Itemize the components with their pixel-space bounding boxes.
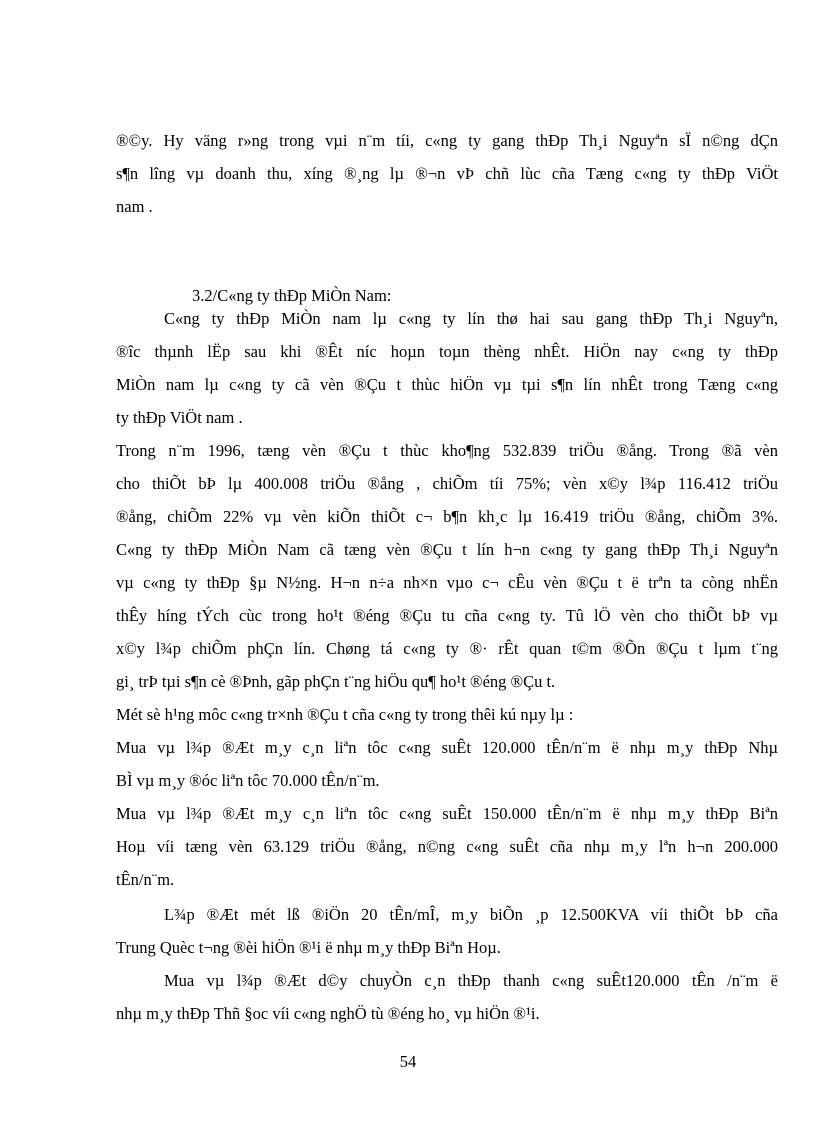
text-line: Mua vµ l¾p ®Æt d©y chuyÒn c¸n thÐp thanh c«ng suÊt120.000 tÊn /n¨m ë (164, 971, 778, 990)
text-line: C«ng ty thÐp MiÒn Nam cã tæng vèn ®Çu t lín h¬n c«ng ty gang thÐp Th¸i Nguyªn (116, 540, 778, 559)
text-line: ®îc thµnh lËp sau khi ®Êt níc hoµn toµn thèng nhÊt. HiÖn nay c«ng ty thÐp (116, 342, 778, 361)
text-line: thÊy híng tÝch cùc trong ho¹t ®éng ®Çu tu cña c«ng ty. Tû lÖ vèn cho thiÕt bÞ vµ (116, 606, 778, 625)
text-line: Trung Quèc t¬ng ®èi hiÖn ®¹i ë nhµ m¸y thÐp Biªn Hoµ. (116, 938, 501, 957)
text-line: MiÒn nam lµ c«ng ty cã vèn ®Çu t thùc hiÖn vµ tµi s¶n lín nhÊt trong Tæng c«ng (116, 375, 778, 394)
text-line: nhµ m¸y thÐp Thñ §oc víi c«ng nghÖ tù ®éng ho¸ vµ hiÖn ®¹i. (116, 1004, 540, 1023)
text-line: L¾p ®Æt mét lß ®iÖn 20 tÊn/mÎ, m¸y biÕn ¸p 12.500KVA víi thiÕt bÞ cña (164, 905, 778, 924)
text-line: Trong n¨m 1996, tæng vèn ®Çu t thùc kho¶ng 532.839 triÖu ®ång. Trong ®ã vèn (116, 441, 778, 460)
text-line: Hoµ víi tæng vèn 63.129 triÖu ®ång, n©ng c«ng suÊt cña nhµ m¸y lªn h¬n 200.000 (116, 837, 778, 856)
text-line: ty thÐp ViÖt nam . (116, 408, 243, 427)
text-line: cho thiÕt bÞ lµ 400.008 triÖu ®ång , chiÕm tíi 75%; vèn x©y l¾p 116.412 triÖu (116, 474, 778, 493)
paragraph-project-nha-be (116, 731, 778, 797)
page-number: 54 (399, 1052, 417, 1071)
text-line: BÌ vµ m¸y ®óc liªn tôc 70.000 tÊn/n¨m. (116, 771, 380, 790)
text-line: C«ng ty thÐp MiÒn nam lµ c«ng ty lín thø hai sau gang thÐp Th¸i Nguyªn, (164, 309, 778, 328)
text-line: ®©y. Hy väng r»ng trong vµi n¨m tíi, c«ng ty gang thÐp Th¸i Nguyªn sÏ n©ng dÇn (116, 131, 778, 150)
paragraph-investment (116, 434, 778, 698)
text-line: Mua vµ l¾p ®Æt m¸y c¸n liªn tôc c«ng suÊt 120.000 tÊn/n¨m ë nhµ m¸y thÐp Nhµ (116, 738, 778, 757)
paragraph-project-bien-hoa (116, 797, 778, 896)
text-line: tÊn/n¨m. (116, 870, 175, 889)
paragraph-company-overview (116, 302, 778, 434)
section-heading: 3.2/C«ng ty thÐp MiÒn Nam: (192, 286, 392, 305)
paragraph-project-furnace (116, 898, 778, 964)
text-line: s¶n lîng vµ doanh thu, xíng ®¸ng lµ ®¬n vÞ chñ lùc cña Tæng c«ng ty thÐp ViÖt (116, 164, 778, 183)
text-line: gi¸ trÞ tµi s¶n cè ®Þnh, gãp phÇn t¨ng hiÖu qu¶ ho¹t ®éng ®Çu t. (116, 672, 556, 691)
text-line: vµ c«ng ty thÐp §µ N½ng. H¬n n÷a nh×n vµo c¬ cÊu vèn ®Çu t ë trªn ta còng nhËn (116, 573, 778, 592)
text-line: x©y l¾p chiÕm phÇn lín. Chøng tá c«ng ty ®· rÊt quan t©m ®Õn ®Çu t lµm t¨ng (116, 639, 778, 658)
text-line: nam . (116, 197, 153, 216)
paragraph-projects-intro (116, 698, 778, 731)
text-line: Mua vµ l¾p ®Æt m¸y c¸n liªn tôc c«ng suÊt 150.000 tÊn/n¨m ë nhµ m¸y thÐp Biªn (116, 804, 778, 823)
paragraph-project-thu-duc (116, 964, 778, 1030)
text-line: ®ång, chiÕm 22% vµ vèn kiÕn thiÕt c¬ b¶n kh¸c lµ 16.419 triÖu ®ång, chiÕm 3%. (116, 507, 778, 526)
text-line: Mét sè h¹ng môc c«ng tr×nh ®Çu t cña c«ng ty trong thêi kú nµy lµ : (116, 705, 574, 724)
intro-paragraph (116, 124, 778, 223)
